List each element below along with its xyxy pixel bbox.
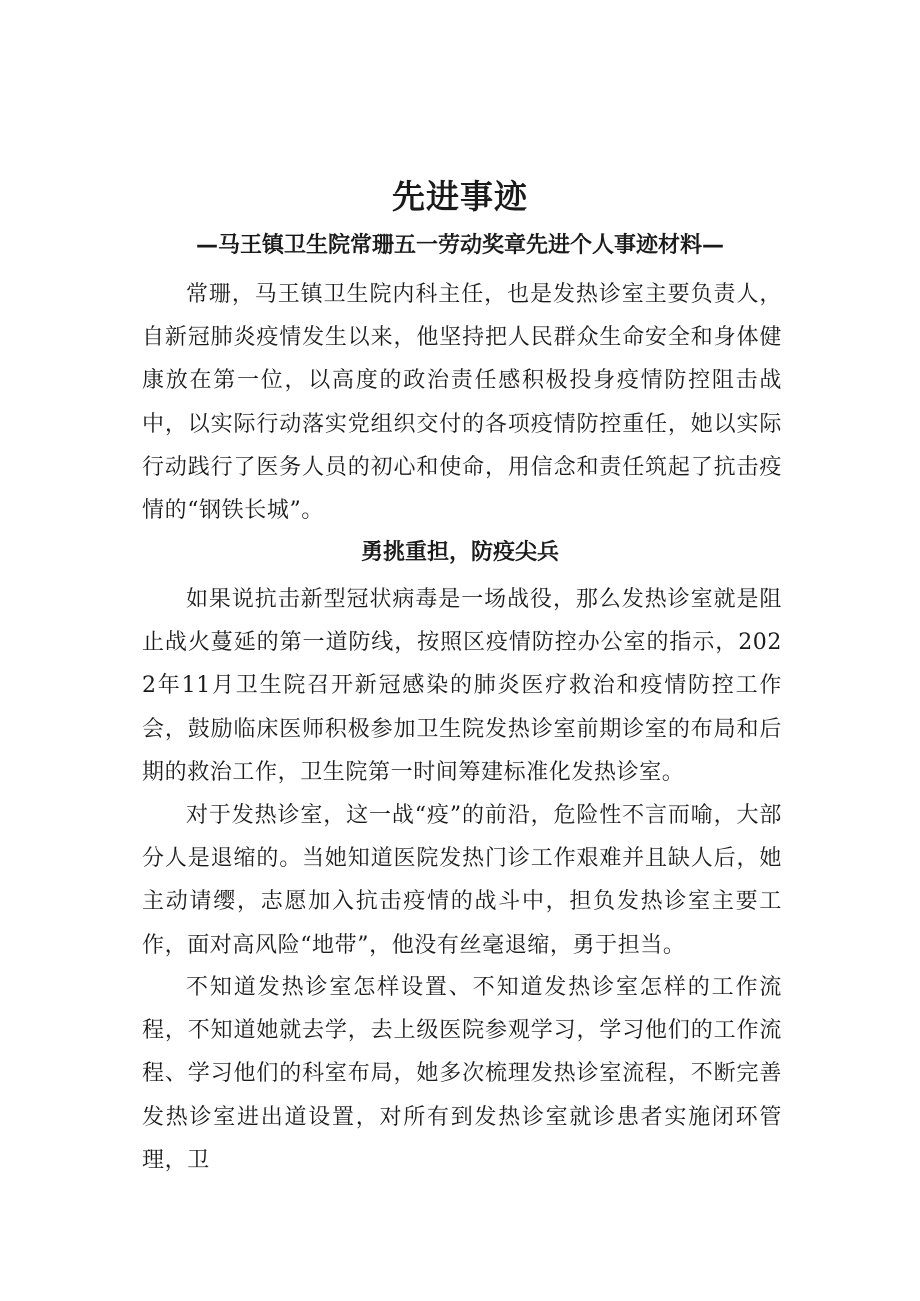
body-paragraph: 对于发热诊室，这一战“疫”的前沿，危险性不言而喻，大部分人是退缩的。当她知道医院发热门诊工作艰难并且缺人后，她主动请缨，志愿加入抗击疫情的战斗中，担负发热诊室主要工作，面对高风险“地带”，他没有丝毫退缩，勇于担当。 — [142, 803, 782, 958]
body-paragraph: 如果说抗击新型冠状病毒是一场战役，那么发热诊室就是阻止战火蔓延的第一道防线，按照区疫情防控办公室的指示，2022年11月卫生院召开新冠感染的肺炎医疗救治和疫情防控工作会，鼓励临床医师积极参加卫生院发热诊室前期诊室的布局和后期的救治工作，卫生院第一时间筹建标准化发热诊室。 — [142, 587, 782, 785]
document-subtitle: —马王镇卫生院常珊五一劳动奖章先进个人事迹材料— — [195, 233, 724, 258]
document-title: 先进事迹 — [392, 177, 528, 216]
intro-paragraph: 常珊，马王镇卫生院内科主任，也是发热诊室主要负责人，自新冠肺炎疫情发生以来，他坚持把人民群众生命安全和身体健康放在第一位，以高度的政治责任感积极投身疫情防控阻击战中，以实际行动落实党组织交付的各项疫情防控重任，她以实际行动践行了医务人员的初心和使命，用信念和责任筑起了抗击疫情的“钢铁长城”。 — [142, 282, 782, 524]
section-heading: 勇挑重担，防疫尖兵 — [360, 540, 559, 565]
body-paragraph: 不知道发热诊室怎样设置、不知道发热诊室怎样的工作流程，不知道她就去学，去上级医院参观学习，学习他们的工作流程、学习他们的科室布局，她多次梳理发热诊室流程，不断完善发热诊室进出道设置，对所有到发热诊室就诊患者实施闭环管理，卫 — [142, 975, 782, 1173]
